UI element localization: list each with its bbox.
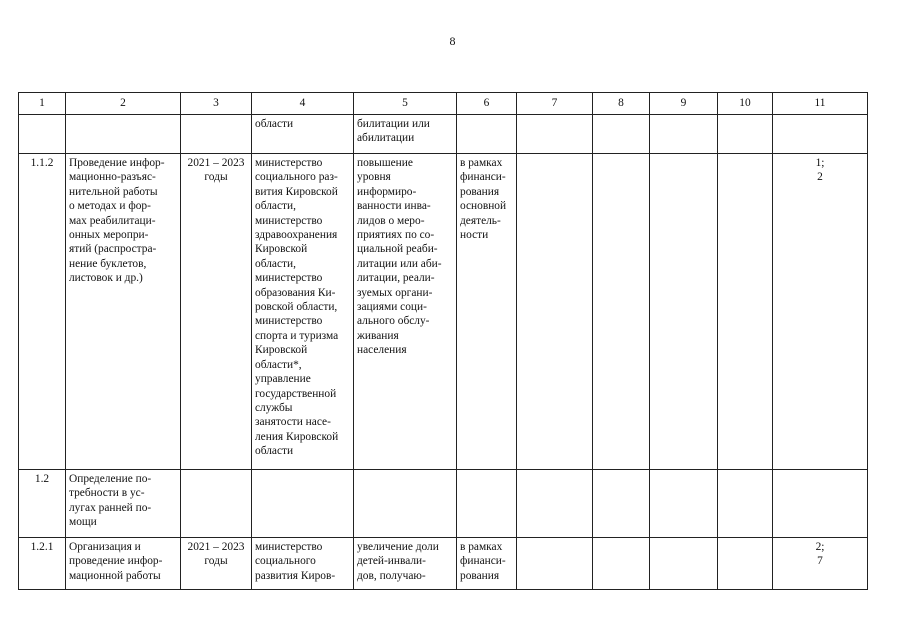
empty-cell	[718, 538, 773, 590]
header-cell: 9	[650, 93, 718, 115]
empty-cell	[517, 538, 593, 590]
measure-name	[66, 115, 181, 154]
empty-cell	[650, 154, 718, 470]
empty-cell	[517, 115, 593, 154]
measure-name: Организация и проведение инфор- мационной работы	[66, 538, 181, 590]
row-number: 1.2.1	[19, 538, 66, 590]
header-cell: 5	[354, 93, 457, 115]
funding: в рамках финанси- рования основной деятель- ности	[457, 154, 517, 470]
empty-cell	[718, 470, 773, 538]
header-cell: 6	[457, 93, 517, 115]
header-cell: 10	[718, 93, 773, 115]
period	[181, 115, 252, 154]
funding: в рамках финанси- рования	[457, 538, 517, 590]
page-number: 8	[449, 34, 456, 48]
funding	[457, 115, 517, 154]
header-cell: 2	[66, 93, 181, 115]
empty-cell	[517, 154, 593, 470]
empty-cell	[593, 538, 650, 590]
empty-cell	[517, 470, 593, 538]
measure-name: Проведение инфор- мационно-разъяс- нительной работы о методах и фор- мах реабилитаци- онных меропри- ятий (распростра- нение буклетов, листовок и др.)	[66, 154, 181, 470]
table-row	[19, 538, 868, 590]
funding	[457, 470, 517, 538]
table-row	[19, 115, 868, 154]
expected-result: билитации или абилитации	[354, 115, 457, 154]
empty-cell	[718, 154, 773, 470]
empty-cell	[593, 154, 650, 470]
row-number: 1.1.2	[19, 154, 66, 470]
empty-cell	[593, 115, 650, 154]
header-cell: 11	[773, 93, 868, 115]
header-cell: 3	[181, 93, 252, 115]
indicator-ref	[773, 470, 868, 538]
empty-cell	[593, 470, 650, 538]
empty-cell	[718, 115, 773, 154]
row-number	[19, 115, 66, 154]
expected-result: увеличение доли детей-инвали- дов, получаю-	[354, 538, 457, 590]
indicator-ref	[773, 115, 868, 154]
header-cell: 7	[517, 93, 593, 115]
indicator-ref: 2; 7	[773, 538, 868, 590]
header-cell: 4	[252, 93, 354, 115]
indicator-ref: 1; 2	[773, 154, 868, 470]
measures-table	[18, 92, 868, 590]
responsible: области	[252, 115, 354, 154]
expected-result: повышение уровня информиро- ванности инва- лидов о меро- приятиях по со- циальной реаби- литации или аби- литации, реали- зуемых органи- зациями соци- ального обслу- живания населения	[354, 154, 457, 470]
measure-name: Определение по- требности в ус- лугах ранней по- мощи	[66, 470, 181, 538]
row-number: 1.2	[19, 470, 66, 538]
header-row	[19, 93, 868, 115]
responsible	[252, 470, 354, 538]
period: 2021 – 2023 годы	[181, 538, 252, 590]
responsible: министерство социального раз- вития Кировской области, министерство здравоохранения Кировской области, министерство образования Ки- ровской области, министерство спорта и туризма Кировской области*, управление государственной службы занятости насе- ления Кировской области	[252, 154, 354, 470]
empty-cell	[650, 538, 718, 590]
header-cell: 8	[593, 93, 650, 115]
header-cell: 1	[19, 93, 66, 115]
empty-cell	[650, 470, 718, 538]
table-row	[19, 154, 868, 470]
period: 2021 – 2023 годы	[181, 154, 252, 470]
expected-result	[354, 470, 457, 538]
empty-cell	[650, 115, 718, 154]
period	[181, 470, 252, 538]
responsible: министерство социального развития Киров-	[252, 538, 354, 590]
table-row	[19, 470, 868, 538]
